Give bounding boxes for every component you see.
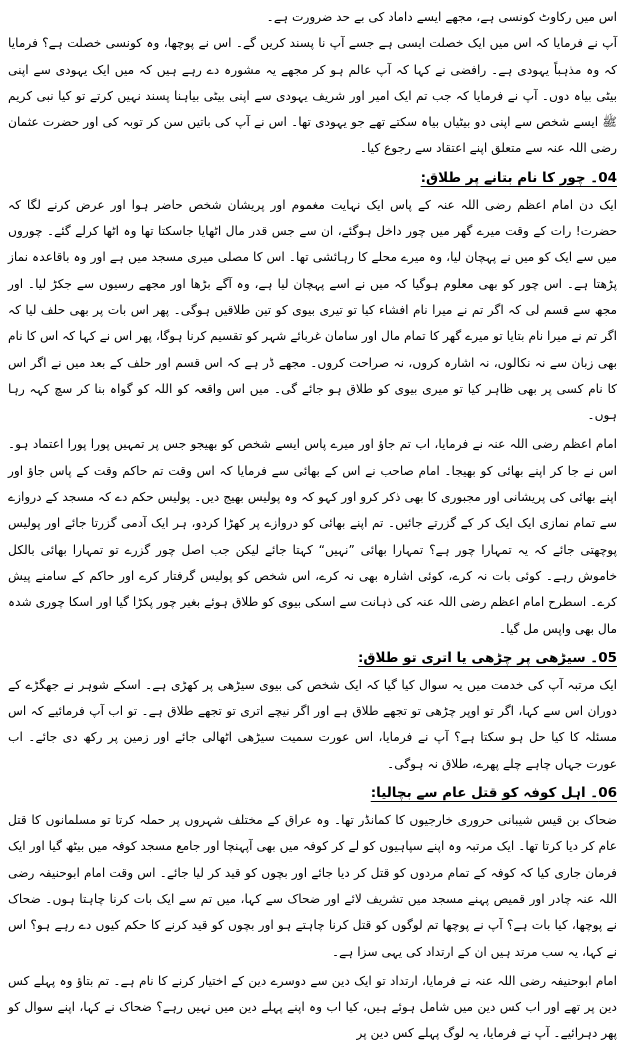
section-04-paragraph-2: امام اعظم رضی اللہ عنہ نے فرمایا، اب تم جاؤ اور میرے پاس ایسے شخص کو بھیجو جس پر تمہیں پورا پورا اعتماد ہو۔ اس نے جا کر اپنے بھائی کو بھیجا۔ امام صاحب نے اس کے بھائی سے فرمایا کہ اس وقت تم حاکم وقت کے پاس جاؤ اور اپنے بھائی کی پریشانی اور مجبوری کا بھی ذکر کرو اور کہو کہ وہ پولیس بھیج دیں۔ پولیس حکم دے کہ مسجد کے دروازے سے تمام نمازی ایک ایک کر کے گزرتے جائیں۔ تم اپنے بھائی کو دروازے پر کھڑا کردو، ہر ایک آدمی گزرتا جائے اور پولیس پوچھتی جائے کہ یہ تمہارا چور ہے؟ تمہارا بھائی ”نہیں“ کہتا جائے لیکن جب اصل چور گزرے تو تمہارا بھائی بالکل خاموش رہے۔ کوئی بات نہ کرے، کوئی اشارہ بھی نہ کرے، اس شخص کو پولیس گرفتار کرے اور حاکم کے سامنے پیش کرے۔ اسطرح امام اعظم رضی اللہ عنہ کی ذہانت سے اسکی بیوی کو طلاق ہوئے بغیر چور پکڑا گیا اور اسکا چوری شدہ مال بھی واپس مل گیا۔ (8, 437, 617, 636)
intro-paragraph-2: آپ نے فرمایا کہ اس میں ایک خصلت ایسی ہے جسے آپ نا پسند کریں گے۔ اس نے پوچھا، وہ کونسی خصلت ہے؟ فرمایا کہ وہ مذہباً یہودی ہے۔ رافضی نے کہا کہ آپ عالم ہو کر مجھے یہ مشورہ دے رہے ہیں کہ میں ایک یہودی سے اپنی بیٹی بیاہ دوں۔ آپ نے فرمایا کہ جب تم ایک امیر اور شریف یہودی سے اپنی بیٹی بیاہنا پسند نہیں کرتے تو کیا نبی کریم ﷺ ایسے شخص سے اپنی دو بیٹیاں بیاہ سکتے تھے جو یہودی تھا۔ اس نے آپ کی باتیں سن کر توبہ کی اور حضرت عثمان رضی اللہ عنہ سے متعلق اپنے اعتقاد سے رجوع کیا۔ (8, 36, 617, 156)
section-04-heading (8, 165, 617, 192)
section-05-paragraph-1: ایک مرتبہ آپ کی خدمت میں یہ سوال کیا گیا کہ ایک شخص کی بیوی سیڑھی پر کھڑی ہے۔ اسکے شوہر نے جھگڑے کے دوران اس سے کہا، اگر تو اوپر چڑھی تو تجھے طلاق ہے اور اگر نیچے اتری تو تجھے طلاق ہے۔ تو اب آپ فرمائیے کہ اس مسئلہ کا کیا حل ہو سکتا ہے؟ آپ نے فرمایا، اس عورت سمیت سیڑھی اٹھالی جائے اور زمین پر رکھ دی جائے۔ اب عورت جہاں چاہے چلے پھرے، طلاق نہ ہوگی۔ (8, 677, 617, 771)
intro-paragraph-1: اس میں رکاوٹ کونسی ہے، مجھے ایسے داماد کی بے حد ضرورت ہے۔ (266, 10, 617, 24)
section-05-heading (8, 645, 617, 672)
section-04-title: 04۔ چور کا نام بتانے پر طلاق: (420, 169, 617, 186)
section-05-title: 05۔ سیڑھی پر چڑھی یا اتری تو طلاق: (358, 649, 617, 666)
section-06-paragraph-1: ضحاک بن قیس شیبانی حروری خارجیوں کا کمانڈر تھا۔ وہ عراق کے مختلف شہروں پر حملہ کرتا تو مسلمانوں کا قتل عام کر دیا کرتا تھا۔ ایک مرتبہ وہ اپنے سپاہیوں کو لے کر کوفہ میں بھی آپہنچا اور جامع مسجد کوفہ میں بیٹھ گیا اور ایک فرمان جاری کیا کہ کوفہ کے تمام مردوں کو قتل کر دیا جائے اور بچوں کو قید کر لیا جائے۔ اس وقت امام ابوحنیفہ رضی اللہ عنہ چادر اور قمیص پہنے مسجد میں تشریف لائے اور ضحاک سے کہا، میں تم سے ایک بات کرنا چاہتا ہوں۔ ضحاک نے پوچھا، کیا بات ہے؟ آپ نے پوچھا تم لوگوں کو قتل کرنا چاہتے ہو اور بچوں کو قید کرنے کا حکم کیوں دے رہے ہو؟ اس نے کہا، یہ سب مرتد ہیں ان کے ارتداد کی یہی سزا ہے۔ (8, 813, 617, 959)
section-06-title: 06۔ اہل کوفہ کو قتل عام سے بچالیا: (370, 785, 617, 802)
section-06-heading (8, 780, 617, 807)
section-06-paragraph-2: امام ابوحنیفہ رضی اللہ عنہ نے فرمایا، ارتداد تو ایک دین سے دوسرے دین کے اختیار کرنے کا نام ہے۔ تم بتاؤ وہ پہلے کس دین پر تھے اور اب کس دین میں شامل ہوئے ہیں، کیا اب وہ اپنے پہلے دین میں نہیں رہے؟ ضحاک نے کہا، اپنے سوال کو پھر دہرائیے۔ آپ نے فرمایا، یہ لوگ پہلے کس دین پر (8, 973, 617, 1041)
section-04-paragraph-1: ایک دن امام اعظم رضی اللہ عنہ کے پاس ایک نہایت مغموم اور پریشان شخص حاضر ہوا اور عرض کرنے لگا کہ حضرت! رات کے وقت میرے گھر میں چور داخل ہوگئے، ان سے جس قدر مال اٹھایا جاسکتا تھا وہ اٹھا کرلے گئے۔ چوروں میں سے ایک کو میں نے پہچان لیا، وہ میرے محلے کا رہائشی تھا۔ اس کا مصلی میری مسجد میں ہے اور وہ باقاعدہ نماز پڑھتا ہے۔ اس چور کو بھی معلوم ہوگیا کہ میں نے اسے پہچان لیا ہے، وہ آگے بڑھا اور مجھے رسیوں سے جکڑ لیا۔ اور مجھ سے قسم لی کہ اگر تم نے میرا نام افشاء کیا تو تیری بیوی کو تین طلاقیں ہوگی۔ پھر اس بات پر بھی حلف لیا کہ اگر تم نے میرا نام بتایا تو میرے گھر کا تمام مال اور سامان غربائے شہر کو تقسیم کرنا ہوگا، پھر اس نے کہا کہ اس کا نام بھی زبان سے نہ نکالوں، نہ اشارہ کروں، نہ صراحت کروں۔ مجھے ڈر ہے کہ اس قسم اور حلف کے بعد میں نے اگر اس کا نام کسی پر بھی ظاہر کیا تو میری بیوی کو طلاق ہو جائے گی۔ میں اس واقعہ کو اللہ کو گواہ بنا کر سچ کہہ رہا ہوں۔ (8, 197, 617, 423)
